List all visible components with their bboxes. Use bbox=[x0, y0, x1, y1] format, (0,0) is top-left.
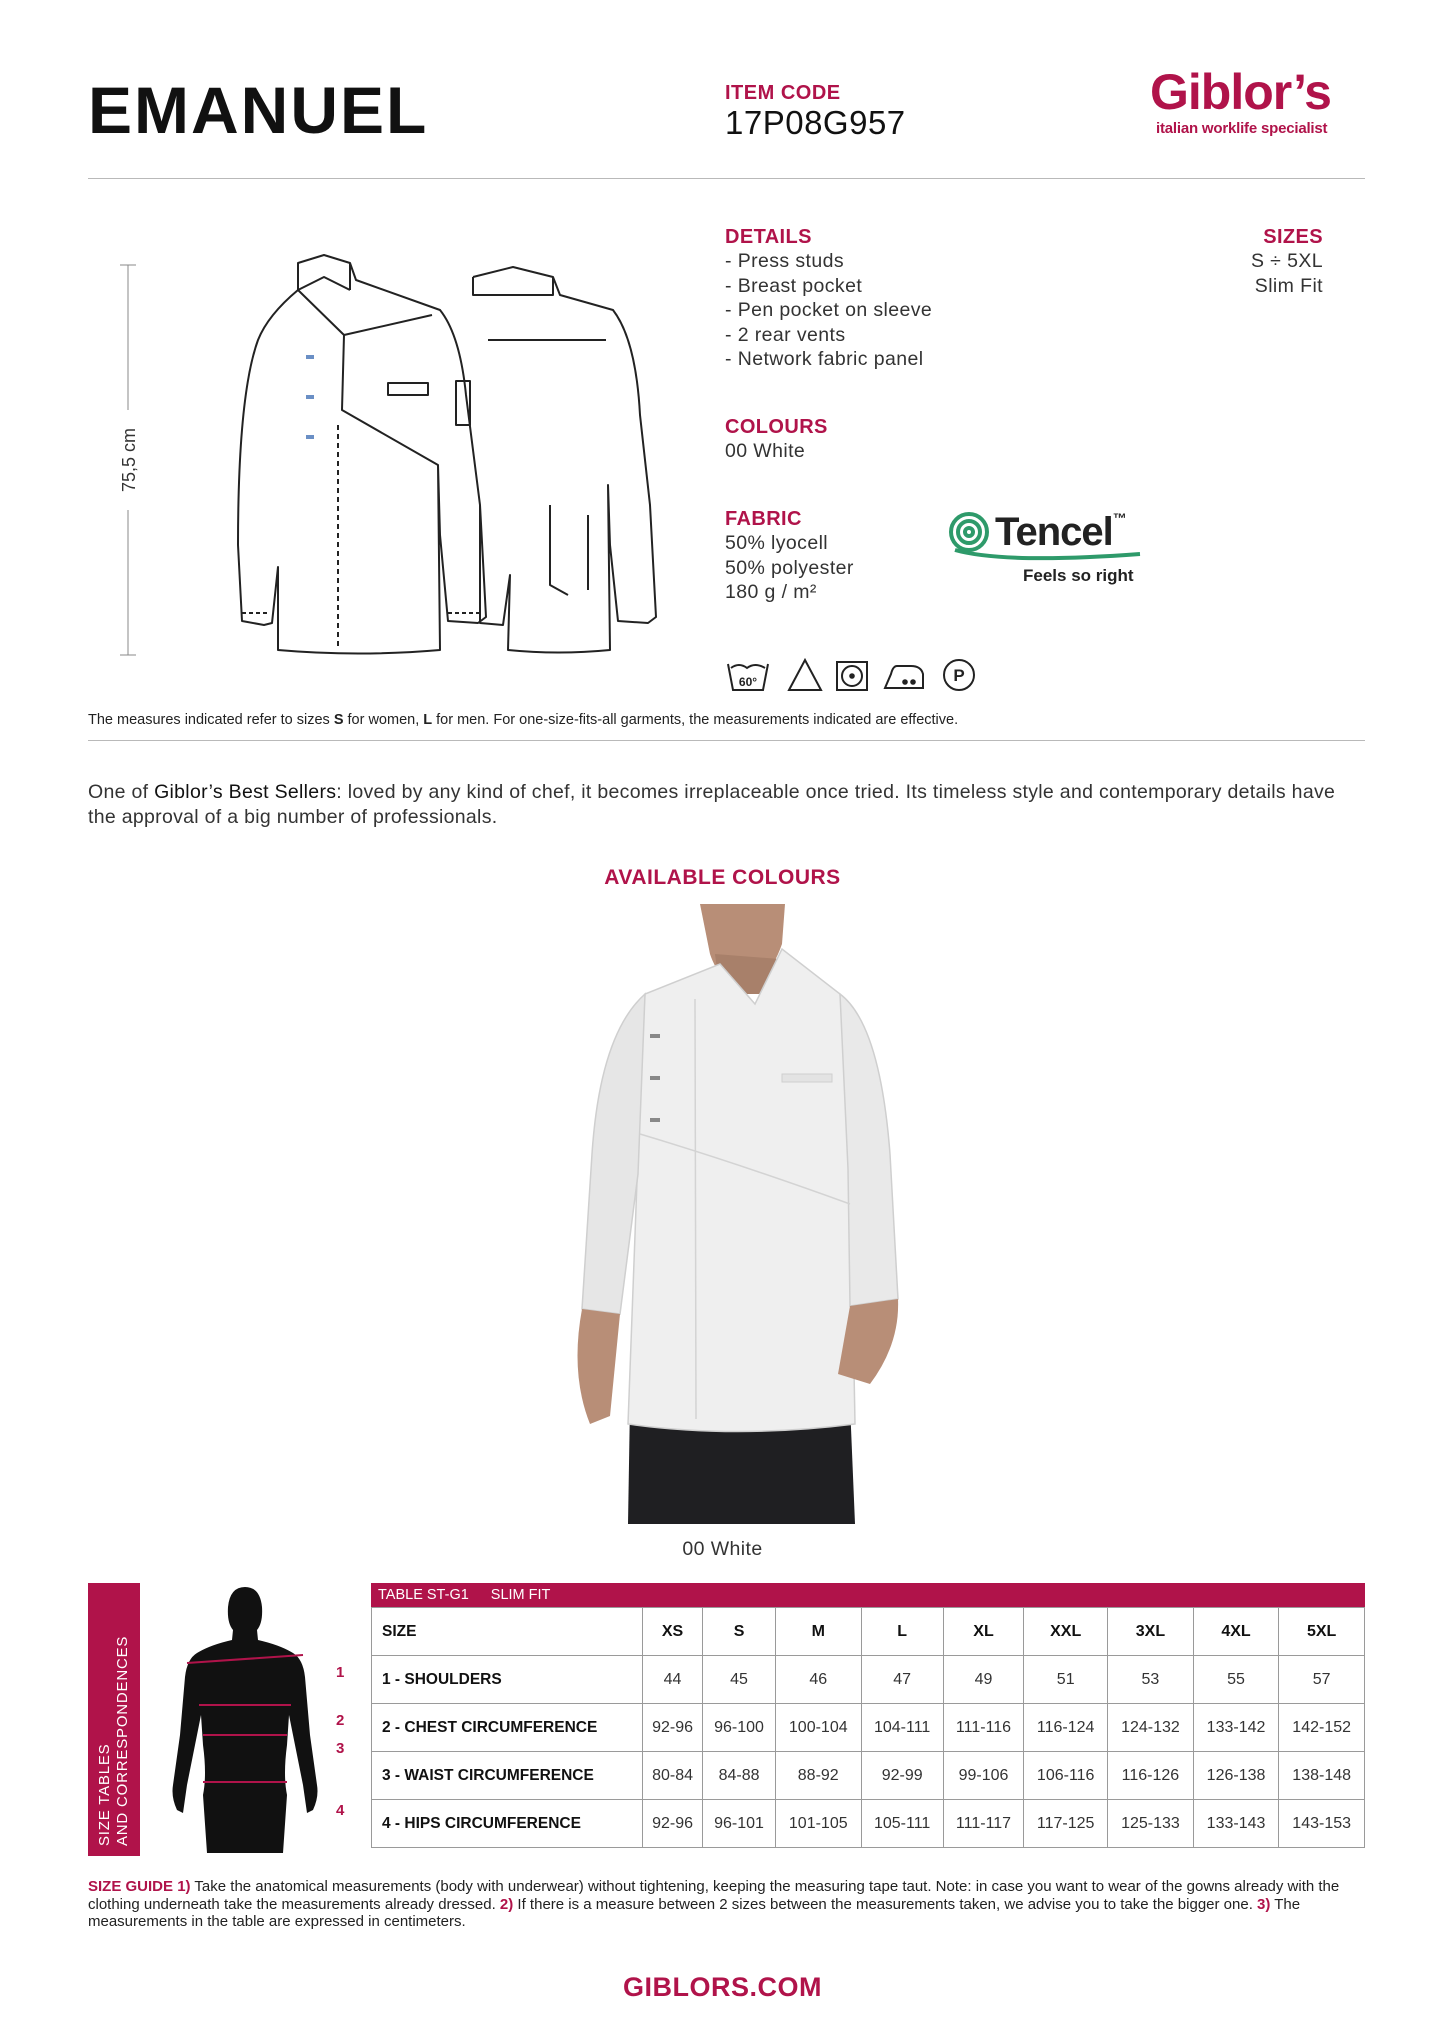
table-cell: 3 - WAIST CIRCUMFERENCE bbox=[372, 1752, 643, 1800]
table-cell: 111-117 bbox=[943, 1800, 1024, 1848]
size-tables-sidebar bbox=[88, 1583, 140, 1856]
table-title-bar: TABLE ST-G1 SLIM FIT bbox=[371, 1583, 1365, 1607]
details-list bbox=[725, 249, 932, 372]
product-title: EMANUEL bbox=[88, 73, 429, 147]
table-cell: 111-116 bbox=[943, 1704, 1024, 1752]
table-cell: 53 bbox=[1108, 1656, 1194, 1704]
brand-name: Giblor’s bbox=[1150, 64, 1331, 120]
sizes-heading: SIZES bbox=[1263, 226, 1323, 248]
table-cell: 1 - SHOULDERS bbox=[372, 1656, 643, 1704]
table-cell: 96-100 bbox=[703, 1704, 776, 1752]
details-item: - Network fabric panel bbox=[725, 348, 924, 370]
table-cell: 116-124 bbox=[1024, 1704, 1108, 1752]
table-header-cell: XS bbox=[643, 1608, 703, 1656]
table-cell: 106-116 bbox=[1024, 1752, 1108, 1800]
photo-breast-pocket bbox=[782, 1074, 832, 1082]
table-cell: 92-99 bbox=[861, 1752, 943, 1800]
table-header-cell: M bbox=[775, 1608, 861, 1656]
table-cell: 55 bbox=[1193, 1656, 1279, 1704]
fabric-line: 50% lyocell bbox=[725, 532, 829, 554]
front-wrap-panel bbox=[298, 290, 438, 465]
wash-60-icon bbox=[728, 664, 768, 690]
table-cell: 133-142 bbox=[1193, 1704, 1279, 1752]
details-item: - Breast pocket bbox=[725, 274, 863, 297]
details-item: - Press studs bbox=[725, 250, 844, 272]
table-cell: 126-138 bbox=[1193, 1752, 1279, 1800]
details-item: - 2 rear vents bbox=[725, 323, 846, 346]
tumble-dry-icon bbox=[837, 662, 867, 690]
table-header-cell: 4XL bbox=[1193, 1608, 1279, 1656]
tencel-word: Tencel™ bbox=[995, 510, 1126, 554]
item-code-value: 17P08G957 bbox=[725, 104, 906, 141]
divider bbox=[88, 740, 1365, 741]
size-table bbox=[371, 1607, 1365, 1848]
fabric-heading: FABRIC bbox=[725, 508, 802, 530]
item-code-label: ITEM CODE bbox=[725, 82, 841, 104]
table-cell: 100-104 bbox=[775, 1704, 861, 1752]
table-cell: 124-132 bbox=[1108, 1704, 1194, 1752]
sizes-info bbox=[1251, 249, 1323, 298]
details-item: - Pen pocket on sleeve bbox=[725, 299, 933, 321]
fabric-composition bbox=[725, 531, 854, 605]
jacket-body bbox=[628, 949, 855, 1432]
colours-heading: COLOURS bbox=[725, 416, 828, 438]
table-cell: 133-143 bbox=[1193, 1800, 1279, 1848]
sizes-range: S ÷ 5XL bbox=[1250, 250, 1323, 272]
table-cell: 2 - CHEST CIRCUMFERENCE bbox=[372, 1704, 643, 1752]
table-row bbox=[372, 1656, 1365, 1704]
colours-value: 00 White bbox=[725, 440, 806, 462]
back-vents bbox=[550, 505, 588, 595]
tencel-logo bbox=[945, 506, 1145, 596]
svg-text:P: P bbox=[953, 666, 965, 685]
care-symbols bbox=[725, 656, 985, 696]
table-cell: 45 bbox=[703, 1656, 776, 1704]
table-cell: 46 bbox=[775, 1656, 861, 1704]
table-cell: 142-152 bbox=[1279, 1704, 1365, 1752]
back-jacket-outline bbox=[473, 267, 656, 653]
body-number: 4 bbox=[336, 1802, 345, 1819]
press-studs bbox=[306, 355, 314, 439]
table-cell: 96-101 bbox=[703, 1800, 776, 1848]
table-cell: 143-153 bbox=[1279, 1800, 1365, 1848]
product-photo bbox=[520, 904, 940, 1524]
table-cell: 125-133 bbox=[1108, 1800, 1194, 1848]
table-cell: 92-96 bbox=[643, 1800, 703, 1848]
footer-website-link[interactable]: GIBLORS.COM bbox=[623, 1972, 822, 2002]
table-header-cell: XL bbox=[943, 1608, 1024, 1656]
details-heading: DETAILS bbox=[725, 226, 812, 248]
available-colours-heading: AVAILABLE COLOURS bbox=[604, 866, 841, 889]
breast-pocket bbox=[388, 383, 428, 395]
table-cell: 4 - HIPS CIRCUMFERENCE bbox=[372, 1800, 643, 1848]
sizes-fit: Slim Fit bbox=[1254, 274, 1323, 297]
brand-tagline: italian worklife specialist bbox=[1156, 120, 1328, 137]
body-number: 3 bbox=[336, 1740, 345, 1757]
size-tables-label: SIZE TABLES AND CORRESPONDENCES bbox=[96, 1635, 131, 1846]
table-cell: 117-125 bbox=[1024, 1800, 1108, 1848]
table-cell: 104-111 bbox=[861, 1704, 943, 1752]
dry-clean-p-icon bbox=[944, 660, 974, 690]
table-cell: 84-88 bbox=[703, 1752, 776, 1800]
table-cell: 99-106 bbox=[943, 1752, 1024, 1800]
table-header-cell: 3XL bbox=[1108, 1608, 1194, 1656]
measure-label: 75,5 cm bbox=[119, 427, 139, 493]
table-cell: 49 bbox=[943, 1656, 1024, 1704]
table-header-cell: 5XL bbox=[1279, 1608, 1365, 1656]
divider bbox=[88, 178, 1365, 179]
fabric-line: 50% polyester bbox=[725, 556, 854, 579]
svg-text:60°: 60° bbox=[738, 675, 758, 689]
body-silhouette bbox=[165, 1585, 325, 1855]
table-row bbox=[372, 1704, 1365, 1752]
table-row bbox=[372, 1800, 1365, 1848]
table-cell: 47 bbox=[861, 1656, 943, 1704]
table-header-cell: S bbox=[703, 1608, 776, 1656]
table-header-cell: SIZE bbox=[372, 1608, 643, 1656]
table-header-row bbox=[372, 1608, 1365, 1656]
garment-technical-drawing bbox=[88, 245, 688, 665]
table-row bbox=[372, 1752, 1365, 1800]
table-cell: 116-126 bbox=[1108, 1752, 1194, 1800]
table-header-cell: XXL bbox=[1024, 1608, 1108, 1656]
iron-icon bbox=[885, 666, 923, 688]
table-cell: 88-92 bbox=[775, 1752, 861, 1800]
brand-logo[interactable] bbox=[1150, 62, 1365, 142]
table-cell: 44 bbox=[643, 1656, 703, 1704]
body-number: 2 bbox=[336, 1712, 345, 1729]
table-cell: 92-96 bbox=[643, 1704, 703, 1752]
tencel-tagline: Feels so right bbox=[1023, 566, 1134, 585]
front-collar bbox=[298, 263, 350, 290]
fabric-line: 180 g / m² bbox=[725, 581, 817, 603]
bleach-triangle-icon bbox=[789, 660, 821, 690]
intro-text: One of Giblor’s Best Sellers: loved by any kind of chef, it becomes irreplaceable once tried. Its timeless style and contemporary details have the approval of a big number of professionals. bbox=[88, 781, 1336, 828]
colour-caption: 00 White bbox=[682, 1538, 763, 1560]
table-cell: 105-111 bbox=[861, 1800, 943, 1848]
table-cell: 80-84 bbox=[643, 1752, 703, 1800]
table-cell: 138-148 bbox=[1279, 1752, 1365, 1800]
back-collar bbox=[473, 277, 553, 295]
table-cell: 51 bbox=[1024, 1656, 1108, 1704]
table-cell: 101-105 bbox=[775, 1800, 861, 1848]
body-number: 1 bbox=[336, 1664, 345, 1681]
measure-note: The measures indicated refer to sizes S for women, L for men. For one-size-fits-all garments, the measurements indicated are effective. bbox=[88, 712, 959, 728]
front-jacket-outline bbox=[238, 255, 486, 654]
table-header-cell: L bbox=[861, 1608, 943, 1656]
size-guide-text: SIZE GUIDE 1) Take the anatomical measurements (body with underwear) without tightening, keeping the measuring tape taut. Note: in case you want to wear of the gowns already with the clothing underneath take the measurements already dressed. 2) If there is a measure between 2 sizes between the measurements taken, we advise you to take the bigger one. 3) The measurements in the table are expressed in centimeters. bbox=[88, 1878, 1340, 1930]
table-cell: 57 bbox=[1279, 1656, 1365, 1704]
